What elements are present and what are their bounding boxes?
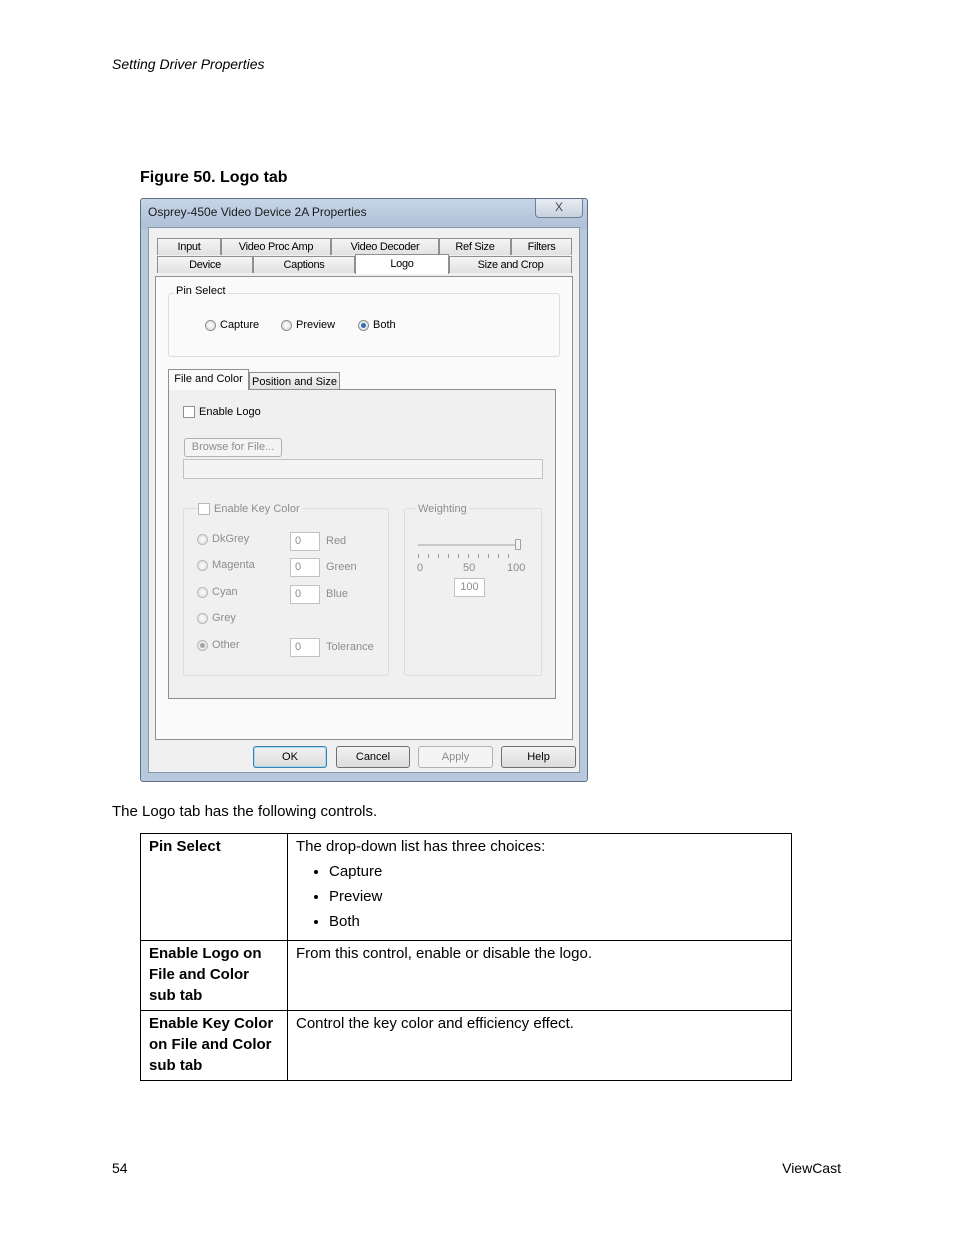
dialog-client [148,227,580,773]
radio-cyan-icon [197,587,208,598]
table-row [141,941,792,1011]
radio-dkgrey-label: DkGrey [212,533,250,545]
red-label: Red [326,535,347,547]
radio-magenta[interactable] [197,559,255,571]
tab-size-and-crop[interactable]: Size and Crop [449,256,572,273]
enable-logo-checkbox[interactable] [183,406,261,418]
enable-key-color-label: Enable Key Color [214,503,300,515]
subtab-position-and-size[interactable]: Position and Size [249,372,340,390]
ok-button[interactable]: OK [253,746,327,768]
apply-button[interactable]: Apply [418,746,493,768]
help-button[interactable]: Help [501,746,576,768]
radio-capture-icon [205,320,216,331]
page-number: 54 [112,1160,128,1176]
radio-dkgrey-icon [197,534,208,545]
close-icon[interactable]: X [535,199,583,218]
tab-ref-size[interactable]: Ref Size [439,238,511,255]
green-label: Green [326,561,357,573]
enable-logo-label: Enable Logo [199,406,261,418]
list-item: • Preview [329,886,783,907]
tolerance-value-field[interactable]: 0 [290,638,320,657]
radio-grey[interactable] [197,612,236,624]
cancel-button[interactable]: Cancel [336,746,410,768]
enable-logo-check-icon [183,406,195,418]
intro-text: The Logo tab has the following controls. [112,803,378,820]
radio-preview-icon [281,320,292,331]
tolerance-label: Tolerance [326,641,374,653]
radio-capture[interactable] [205,319,259,331]
weighting-max-label: 100 [507,562,526,574]
tab-input[interactable]: Input [157,238,221,255]
dialog-title: Osprey-450e Video Device 2A Properties [148,205,367,219]
tab-device[interactable]: Device [157,256,253,273]
red-value-field[interactable]: 0 [290,532,320,551]
figure-caption: Figure 50. Logo tab [140,169,288,186]
file-and-color-panel [168,389,556,699]
logo-file-path-field[interactable] [183,459,543,479]
tab-video-proc-amp[interactable]: Video Proc Amp [221,238,331,255]
tab-video-decoder[interactable]: Video Decoder [331,238,439,255]
list-item: • Both [329,911,783,932]
list-item: • Capture [329,861,783,882]
table-key: Enable Key Color on File and Color sub tab [141,1011,288,1081]
radio-both-icon [358,320,369,331]
table-desc-text: The drop-down list has three choices: [296,838,546,855]
weighting-slider-track[interactable] [418,544,518,546]
table-key: Enable Logo on File and Color sub tab [141,941,288,1011]
radio-magenta-icon [197,560,208,571]
tab-captions[interactable]: Captions [253,256,355,273]
table-desc: From this control, enable or disable the logo. [288,941,792,1011]
radio-other-icon [197,640,208,651]
radio-other[interactable] [197,639,240,651]
radio-capture-label: Capture [220,319,260,331]
subtab-file-and-color[interactable]: File and Color [168,369,249,390]
enable-key-color-check-icon [198,503,210,515]
tab-filters[interactable]: Filters [511,238,572,255]
weighting-min-label: 0 [417,562,424,574]
logo-tab-panel [155,276,573,740]
radio-grey-label: Grey [212,612,236,624]
radio-both[interactable] [358,319,396,331]
table-desc: Control the key color and efficiency effect. [288,1011,792,1081]
choice-list [296,861,783,932]
blue-value-field[interactable]: 0 [290,585,320,604]
radio-cyan-label: Cyan [212,586,238,598]
table-row [141,1011,792,1081]
enable-key-color-checkbox[interactable] [198,503,302,515]
table-row [141,834,792,941]
footer-brand: ViewCast [782,1160,841,1176]
weighting-slider-thumb[interactable] [515,539,521,550]
blue-label: Blue [326,588,349,600]
page-header: Setting Driver Properties [112,56,265,72]
pin-select-label: Pin Select [176,285,226,297]
table-key: Pin Select [141,834,288,941]
green-value-field[interactable]: 0 [290,558,320,577]
weighting-label: Weighting [418,503,467,515]
radio-cyan[interactable] [197,586,238,598]
table-desc [288,834,792,941]
radio-other-label: Other [212,639,240,651]
weighting-mid-label: 50 [463,562,476,574]
radio-dkgrey[interactable] [197,533,249,545]
radio-preview-label: Preview [296,319,336,331]
browse-for-file-button[interactable]: Browse for File... [184,438,282,457]
weighting-slider-ticks [418,554,518,558]
properties-dialog [140,198,588,782]
radio-preview[interactable] [281,319,335,331]
tab-logo[interactable]: Logo [355,254,449,274]
radio-grey-icon [197,613,208,624]
controls-table [140,833,792,1081]
radio-both-label: Both [373,319,396,331]
radio-magenta-label: Magenta [212,559,255,571]
weighting-value-field[interactable]: 100 [454,578,485,597]
